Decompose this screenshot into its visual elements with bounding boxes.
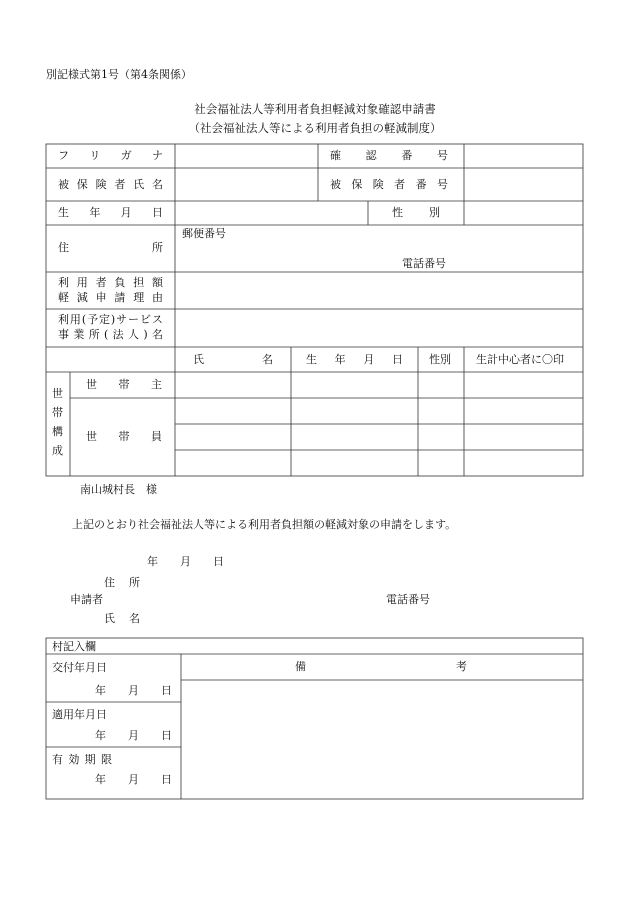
- form-subtitle: （社会福祉法人等による利用者負担の軽減制度）: [188, 121, 442, 135]
- header-shimei: 氏 名: [193, 353, 273, 366]
- addressee: 南山城村長 様: [80, 483, 157, 496]
- applicant-label: 申請者: [70, 593, 103, 606]
- seibetsu-label: 性 別: [392, 206, 440, 219]
- village-section-title: 村記入欄: [52, 640, 96, 653]
- header-seinengappi: 生 年 月 日: [306, 353, 403, 366]
- kofu-label: 交付年月日: [52, 661, 107, 674]
- header-seibetsu: 性別: [429, 353, 451, 366]
- hihokensha-shimei-label: 被 保 険 者 氏 名: [58, 178, 163, 191]
- denwa-bango-label: 電話番号: [402, 257, 446, 270]
- applicant-jusho-label: 住 所: [104, 576, 140, 589]
- applicant-shimei-label: 氏 名: [104, 612, 140, 625]
- setainushi-label: 世 帯 主: [86, 378, 162, 391]
- declaration-text: 上記のとおり社会福祉法人等による利用者負担額の軽減対象の申請をします。: [72, 518, 457, 531]
- application-date: 年 月 日: [147, 555, 224, 568]
- jigyosho-label-line1: 利 用 ( 予 定 ) サ ー ビ ス: [58, 313, 163, 326]
- kakunin-bango-label: 確 認 番 号: [330, 149, 448, 162]
- header-seikei-chushinsha: 生計中心者に〇印: [476, 353, 564, 366]
- kofu-date: 年 月 日: [95, 684, 172, 697]
- biko-label: 備 考: [295, 660, 467, 673]
- jusho-label: 住 所: [58, 241, 163, 254]
- riyu-label-line1: 利 用 者 負 担 額: [58, 276, 163, 289]
- tekiyo-date: 年 月 日: [95, 729, 172, 742]
- yuko-date: 年 月 日: [95, 773, 172, 786]
- jigyosho-label-line2: 事 業 所 ( 法 人 ) 名: [58, 328, 163, 341]
- yubin-bango-label: 郵便番号: [182, 227, 226, 240]
- tekiyo-label: 適用年月日: [52, 708, 107, 721]
- form-number-label: 別記様式第1号（第4条関係）: [46, 68, 192, 81]
- riyu-label-line2: 軽 減 申 請 理 由: [58, 291, 163, 304]
- seinengappi-label: 生 年 月 日: [58, 206, 163, 219]
- furigana-label: フ リ ガ ナ: [58, 149, 163, 162]
- applicant-denwa-label: 電話番号: [386, 593, 430, 606]
- hihokensha-bango-label: 被 保 険 者 番 号: [330, 178, 448, 191]
- setai-kosei-label: 世帯構成: [52, 387, 63, 457]
- setaiin-label: 世 帯 員: [86, 430, 162, 443]
- yuko-label: 有 効 期 限: [52, 753, 112, 766]
- form-title: 社会福祉法人等利用者負担軽減対象確認申請書: [194, 102, 436, 116]
